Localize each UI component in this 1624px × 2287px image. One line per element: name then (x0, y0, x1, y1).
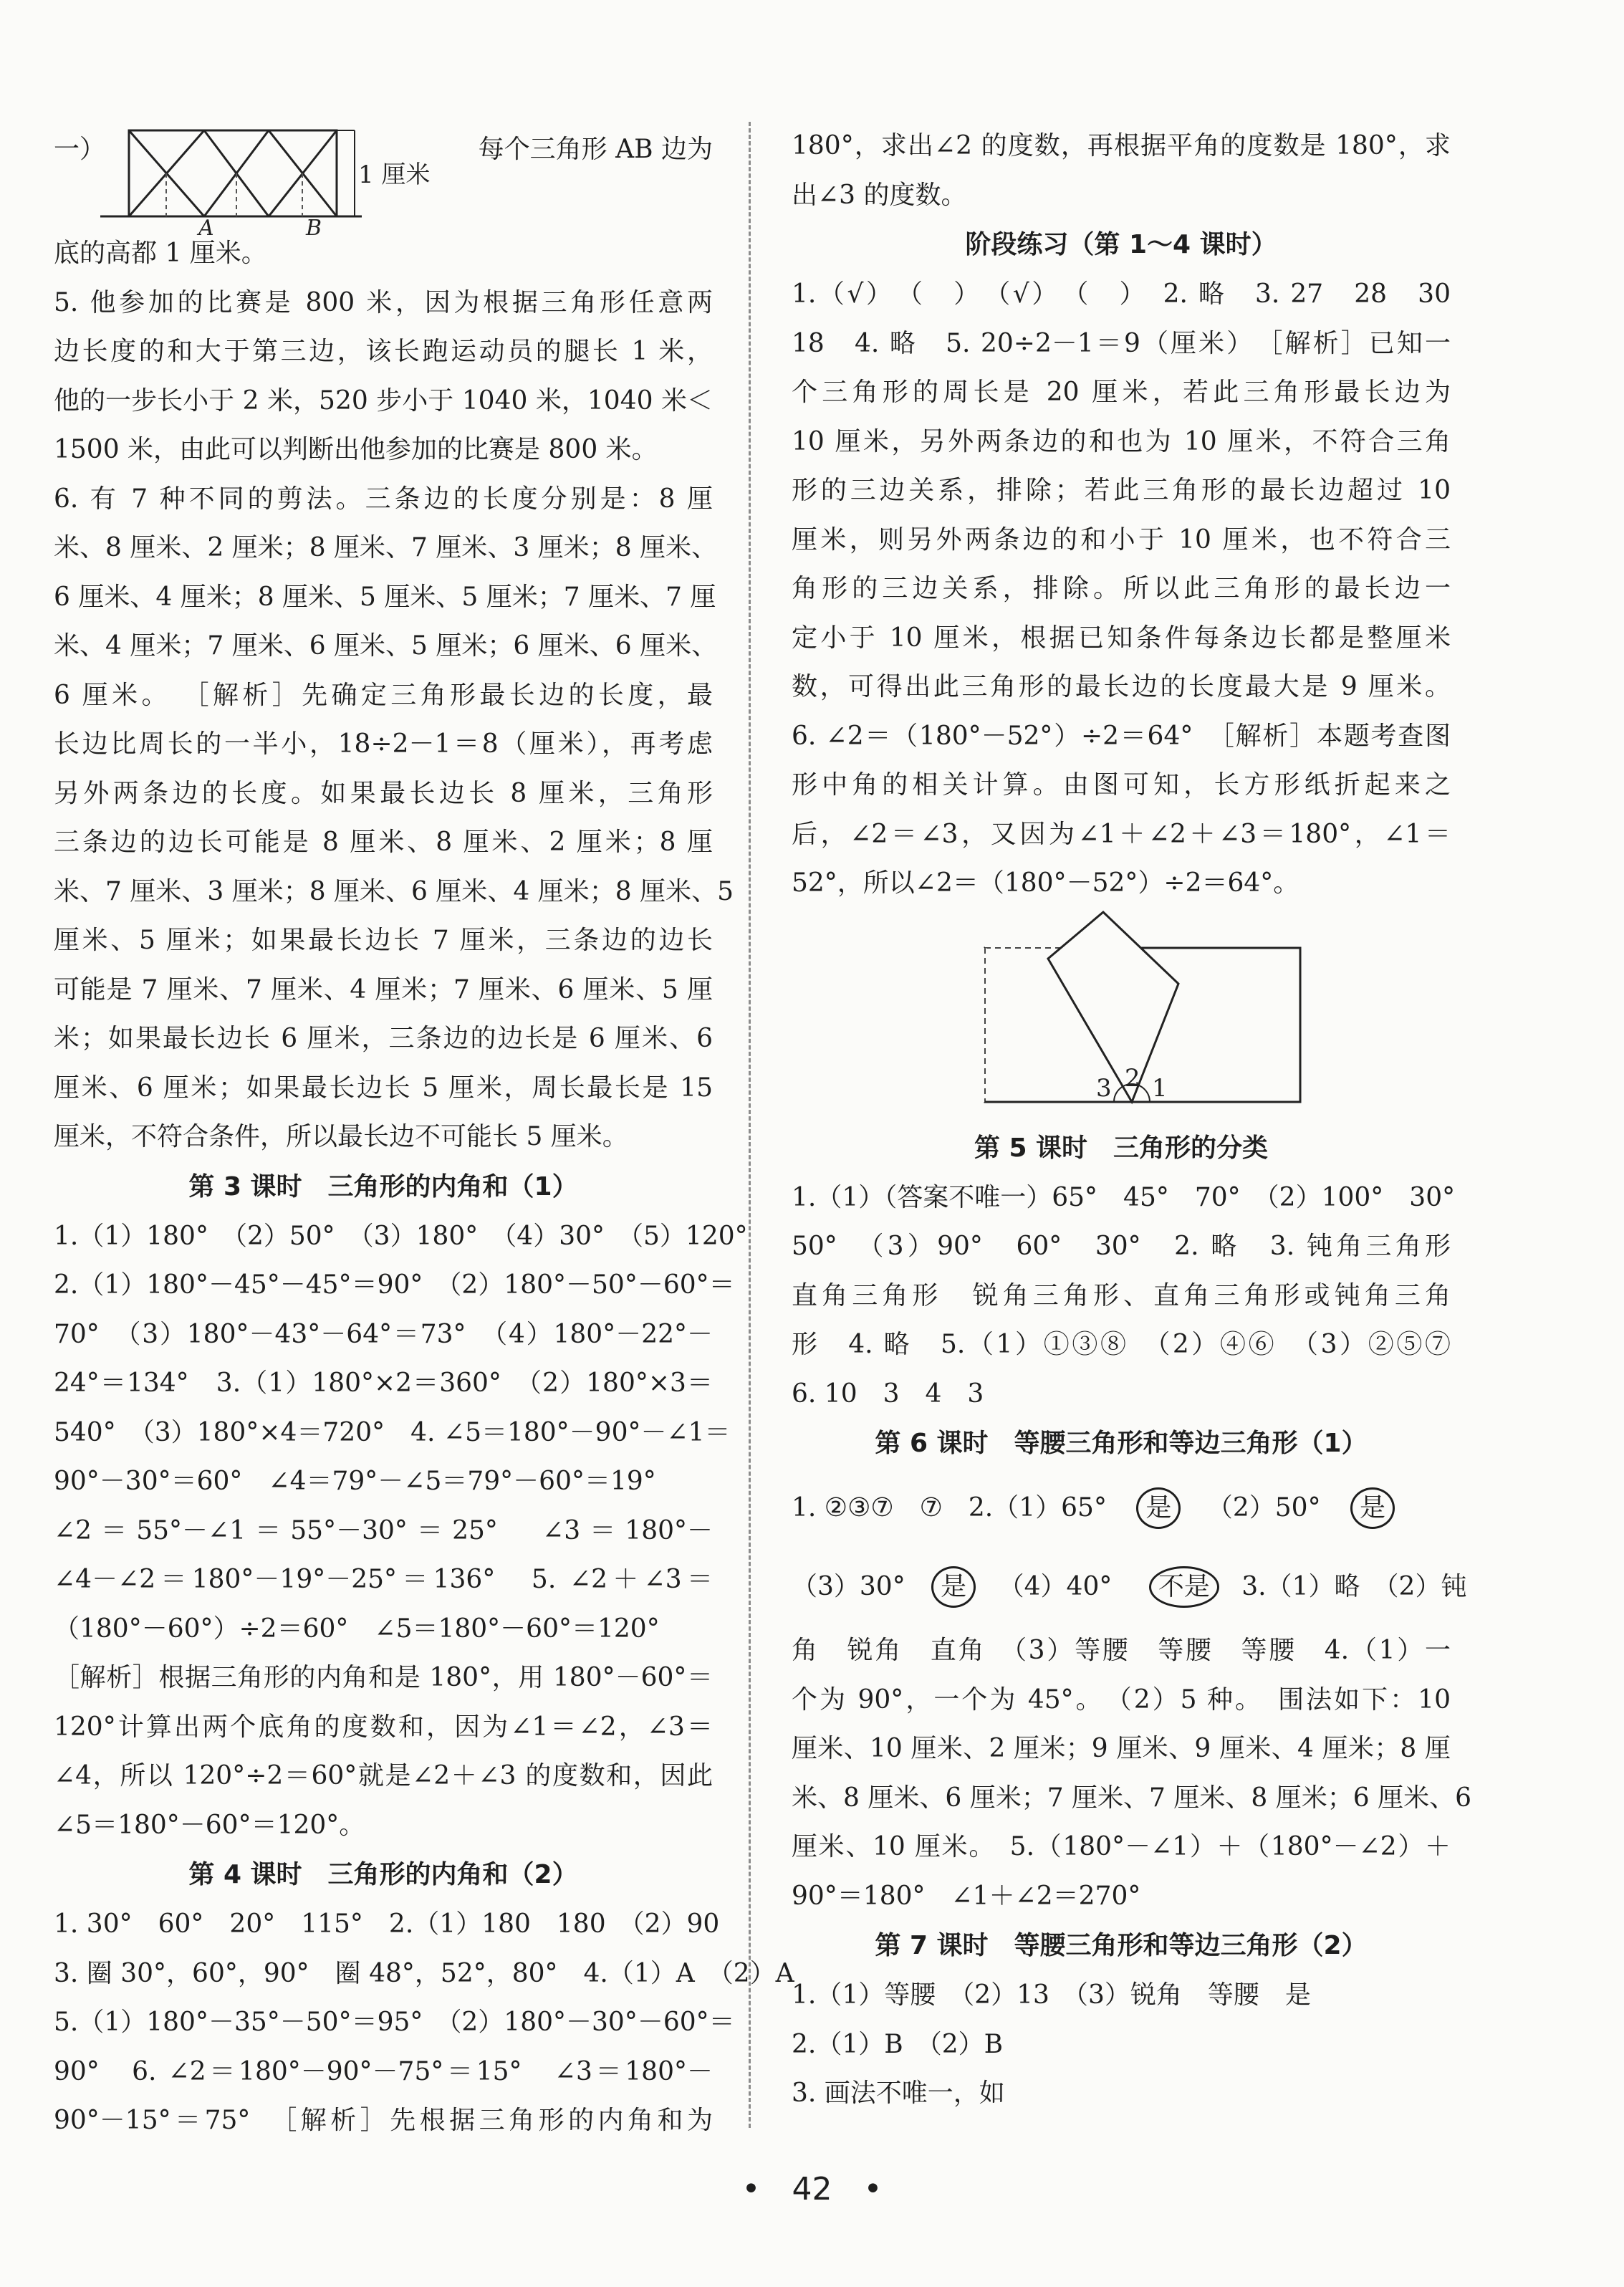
text-line: 180°，求出∠2 的度数，再根据平角的度数是 180°，求 (792, 131, 1451, 160)
text-line: 90° 6. ∠2＝180°－90°－75°＝15° ∠3＝180°－ (54, 2056, 713, 2086)
text-line: 厘米，则另外两条边的和小于 10 厘米，也不符合三 (792, 524, 1451, 555)
left-block-c (54, 1900, 794, 2146)
text-line: ∠4－∠2＝180°－19°－25°＝136° 5. ∠2＋∠3＝ (54, 1565, 713, 1594)
section-heading-lesson-5: 第 5 课时 三角形的分类 (974, 1133, 1269, 1163)
text-line: 可能是 7 厘米、7 厘米、4 厘米；7 厘米、6 厘米、5 厘 (54, 974, 713, 1005)
text-line: 角形的三边关系，排除。所以此三角形的最长边一 (792, 574, 1451, 603)
text-line: 540° （3）180°×4＝720° 4. ∠5＝180°－90°－∠1＝ (54, 1417, 731, 1447)
text-line: 6. ∠2＝（180°－52°）÷2＝64° ［解析］本题考查图 (792, 721, 1451, 751)
section-heading-stage-practice: 阶段练习（第 1～4 课时） (965, 230, 1277, 259)
text-line: 米、8 厘米、2 厘米；8 厘米、7 厘米、3 厘米；8 厘米、 (54, 533, 718, 562)
text-line: 3. 画法不唯一，如 (792, 2079, 1005, 2108)
text-line: 5. 他参加的比赛是 800 米，因为根据三角形任意两 (54, 287, 713, 317)
text-line: 6. 10 3 4 3 (792, 1379, 984, 1409)
text-line: 120°计算出两个底角的度数和，因为∠1＝∠2，∠3＝ (54, 1712, 713, 1742)
text-line: 边长度的和大于第三边，该长跑运动员的腿长 1 米， (54, 337, 713, 366)
fig1-prefix-text: 一） (54, 135, 106, 164)
circled-answer: 是 (931, 1566, 976, 1608)
text-line: 定小于 10 厘米，根据已知条件每条边长都是整厘米 (792, 623, 1451, 653)
text-line: 90°－15°＝75° ［解析］先根据三角形的内角和为 (54, 2106, 713, 2135)
text-line: 形中角的相关计算。由图可知，长方形纸折起来之 (792, 770, 1451, 800)
text-line: 个为 90°，一个为 45°。 （2）5 种。 围法如下：10 (792, 1684, 1451, 1715)
page-number-dot-right: • (863, 2171, 883, 2207)
text-line: ∠5＝180°－60°＝120°。 (54, 1810, 365, 1840)
text-line: 2.（1）180°－45°－45°＝90° （2）180°－50°－60°＝ (54, 1270, 735, 1300)
text-line: ［解析］根据三角形的内角和是 180°，用 180°－60°＝ (54, 1663, 713, 1692)
section-heading-lesson-3: 第 3 课时 三角形的内角和（1） (188, 1171, 578, 1202)
text-segment: （4）40° (998, 1572, 1113, 1601)
text-line: 形 4. 略 5.（1）①③⑧ （2）④⑥ （3）②⑤⑦ (792, 1330, 1451, 1359)
text-line: 厘米、10 厘米。 5.（180°－∠1）＋（180°－∠2）＋ (792, 1832, 1451, 1861)
text-line: 米、4 厘米；7 厘米、6 厘米、5 厘米；6 厘米、6 厘米、 (54, 631, 718, 661)
text-line: 形的三边关系，排除；若此三角形的最长边超过 10 (792, 476, 1451, 505)
text-line: 6 厘米、4 厘米；8 厘米、5 厘米、5 厘米；7 厘米、7 厘 (54, 582, 716, 612)
text-line: 24°＝134° 3.（1）180°×2＝360° （2）180°×3＝ (54, 1368, 713, 1398)
text-line: 1. 30° 60° 20° 115° 2.（1）180 180 （2）90 (54, 1909, 720, 1939)
text-line-with-circles (792, 1469, 1451, 1548)
text-line: 底的高都 1 厘米。 (54, 239, 267, 268)
text-line: 1.（1）（答案不唯一）65° 45° 70° （2）100° 30° (792, 1182, 1456, 1212)
fig2-label-angle-3: 3 (1096, 1073, 1112, 1103)
text-line: 3. 圈 30°，60°，90° 圈 48°，52°，80° 4.（1）A （2）A (54, 1958, 794, 1988)
text-line-with-circles (792, 1548, 1467, 1626)
text-line: 出∠3 的度数。 (792, 180, 967, 210)
text-line: 三条边的边长可能是 8 厘米、8 厘米、2 厘米；8 厘 (54, 828, 713, 857)
right-block-c (792, 1174, 1456, 1419)
page-number: 42 (792, 2171, 832, 2207)
section-heading-lesson-6: 第 6 课时 等腰三角形和等边三角形（1） (875, 1429, 1368, 1458)
text-segment: （2）50° (1206, 1493, 1321, 1523)
left-column (54, 122, 794, 2146)
text-line: 52°，所以∠2＝（180°－52°）÷2＝64°。 (792, 868, 1299, 898)
figure-rectangle-triangles (54, 122, 713, 241)
text-line: 90°－30°＝60° ∠4＝79°－∠5＝79°－60°＝19° (54, 1467, 656, 1496)
text-line: 6 厘米。 ［解析］先确定三角形最长边的长度，最 (54, 680, 713, 710)
right-block-b (792, 270, 1451, 908)
right-column (792, 122, 1471, 2119)
text-line: ∠4，所以 120°÷2＝60°就是∠2＋∠3 的度数和，因此 (54, 1761, 713, 1790)
text-line: 厘米，不符合条件，所以最长边不可能长 5 厘米。 (54, 1122, 628, 1151)
circled-answer: 是 (1350, 1487, 1395, 1529)
text-line: 数，可得出此三角形的最长边的长度最大是 9 厘米。 (792, 672, 1451, 701)
text-line: （180°－60°）÷2＝60° ∠5＝180°－60°＝120° (54, 1614, 660, 1644)
column-divider (749, 122, 751, 2128)
circled-answer: 是 (1136, 1487, 1181, 1529)
text-line: 米；如果最长边长 6 厘米，三条边的边长是 6 厘米、6 (54, 1024, 713, 1053)
text-line: 米、7 厘米、3 厘米；8 厘米、6 厘米、4 厘米；8 厘米、5 (54, 876, 734, 906)
fig2-label-angle-2: 2 (1125, 1063, 1140, 1093)
figure-folded-rectangle (792, 908, 1451, 1123)
fig2-label-angle-1: 1 (1152, 1073, 1168, 1103)
text-line: ∠2＝55°－∠1＝55°－30°＝25° ∠3＝180°－ (54, 1515, 713, 1545)
folded-rectangle-diagram (978, 908, 1307, 1116)
text-line: 18 4. 略 5. 20÷2－1＝9（厘米） ［解析］已知一 (792, 328, 1451, 358)
text-line: 长边比周长的一半小，18÷2－1＝8（厘米），再考虑 (54, 729, 713, 759)
text-line: 个三角形的周长是 20 厘米，若此三角形最长边为 (792, 378, 1451, 407)
section-heading-lesson-4: 第 4 课时 三角形的内角和（2） (188, 1860, 578, 1889)
fig1-label-a: A (198, 216, 214, 241)
left-block-b (54, 1212, 748, 1851)
text-line: 1.（1）等腰 （2）13 （3）锐角 等腰 是 (792, 1980, 1311, 2010)
text-line: 1.（√） （ ） （√） （ ） 2. 略 3. 27 28 30 (792, 279, 1451, 309)
text-line: 厘米、5 厘米；如果最长边长 7 厘米，三条边的边长 (54, 926, 713, 955)
section-heading-lesson-7: 第 7 课时 等腰三角形和等边三角形（2） (875, 1931, 1368, 1960)
text-segment: （3）30° (792, 1572, 905, 1601)
text-line: 5.（1）180°－35°－50°＝95° （2）180°－30°－60°＝ (54, 2008, 735, 2037)
fig1-suffix-text: 每个三角形 AB 边为 (478, 135, 713, 164)
text-line: 6. 有 7 种不同的剪法。三条边的长度分别是：8 厘 (54, 484, 713, 514)
text-line: 米、8 厘米、6 厘米；7 厘米、7 厘米、8 厘米；6 厘米、6 (792, 1783, 1471, 1813)
left-block-a (54, 229, 734, 1162)
text-line: 1500 米，由此可以判断出他参加的比赛是 800 米。 (54, 435, 658, 464)
text-line: 直角三角形 锐角三角形、直角三角形或钝角三角 (792, 1280, 1451, 1310)
circled-answer: 不是 (1149, 1566, 1219, 1608)
text-line: 另外两条边的长度。如果最长边长 8 厘米，三角形 (54, 778, 713, 808)
fig1-side-label: 1 厘米 (358, 160, 431, 189)
text-line: 角 锐角 直角 （3）等腰 等腰 等腰 4.（1）一 (792, 1636, 1451, 1665)
page-number-footer (0, 2171, 1624, 2207)
text-line: 厘米、6 厘米；如果最长边长 5 厘米，周长最长是 15 (54, 1073, 713, 1103)
text-line: 10 厘米，另外两条边的和也为 10 厘米，不符合三角 (792, 426, 1451, 456)
fig1-label-b: B (306, 216, 322, 241)
text-line: 1.（1）180° （2）50° （3）180° （4）30° （5）120° (54, 1221, 748, 1251)
text-line: 50° （3）90° 60° 30° 2. 略 3. 钝角三角形 (792, 1232, 1451, 1261)
text-line: 后，∠2＝∠3，又因为∠1＋∠2＋∠3＝180°，∠1＝ (792, 819, 1451, 849)
text-line: 厘米、10 厘米、2 厘米；9 厘米、9 厘米、4 厘米；8 厘 (792, 1734, 1451, 1763)
text-line: 70° （3）180°－43°－64°＝73° （4）180°－22°－ (54, 1319, 713, 1349)
text-line: 90°＝180° ∠1＋∠2＝270° (792, 1881, 1141, 1911)
right-block-d (792, 1626, 1471, 1921)
text-line: 2.（1）B （2）B (792, 2029, 1004, 2059)
right-block-e (792, 1971, 1451, 2119)
text-line: 他的一步长小于 2 米，520 步小于 1040 米，1040 米＜ (54, 385, 713, 416)
page-number-dot-left: • (741, 2171, 761, 2207)
text-segment: 1. ②③⑦ ⑦ 2.（1）65° (792, 1493, 1107, 1523)
right-block-a (792, 122, 1451, 220)
text-segment: 3.（1）略 （2）钝 (1241, 1572, 1467, 1601)
